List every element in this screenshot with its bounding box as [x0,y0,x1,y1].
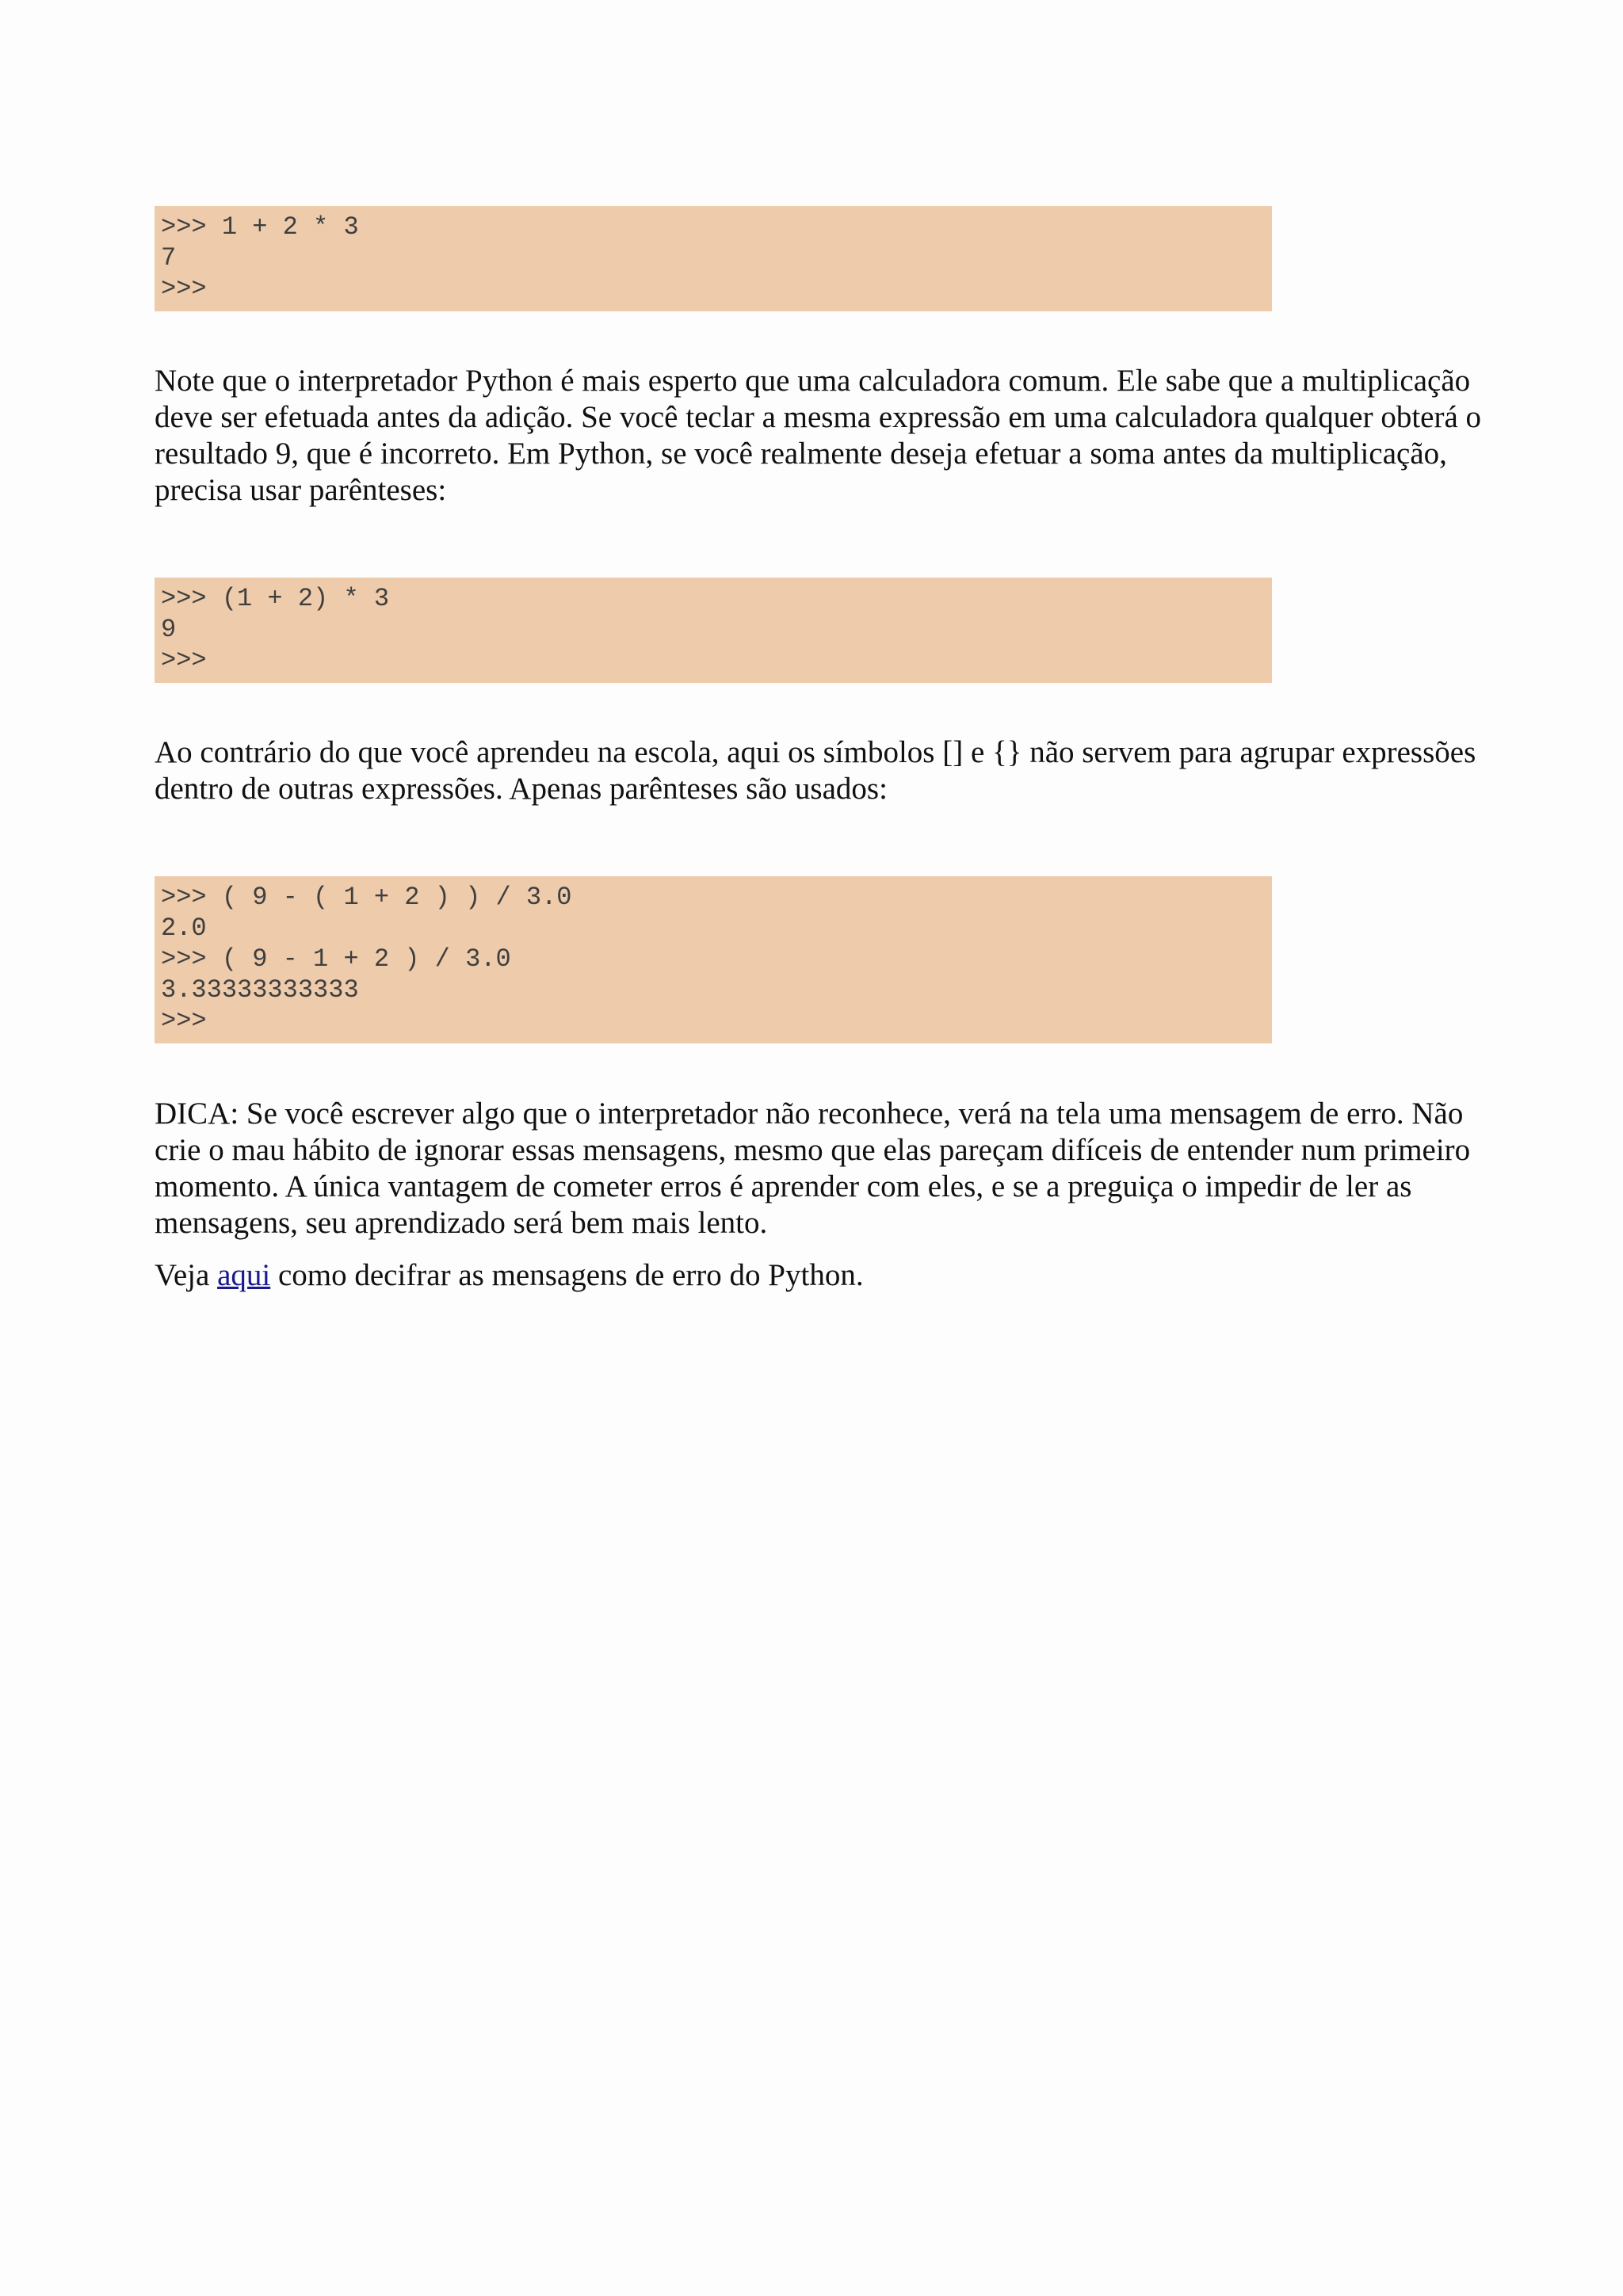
code-block-1 [155,206,1272,311]
paragraph-text-before: Veja [155,1258,218,1292]
code-line: 3.33333333333 [161,975,359,1005]
code-block-2 [155,578,1272,683]
code-line: >>> [161,1006,207,1035]
paragraph-error-messages-link [155,1257,1486,1294]
code-line: 9 [161,615,177,644]
code-line: >>> [161,274,207,303]
code-line: >>> ( 9 - 1 + 2 ) / 3.0 [161,944,511,974]
paragraph-operator-precedence [155,363,1486,509]
code-line: >>> ( 9 - ( 1 + 2 ) ) / 3.0 [161,883,572,912]
code-line: >>> 1 + 2 * 3 [161,212,359,242]
paragraph-text: Ao contrário do que você aprendeu na escola, aqui os símbolos [] e {} não servem para agrupar expressões dentro de outras expressões. Apenas parênteses são usados: [155,735,1476,806]
code-line: 7 [161,243,177,273]
paragraph-text: Note que o interpretador Python é mais esperto que uma calculadora comum. Ele sabe que a multiplicação deve ser efetuada antes da adição. Se você teclar a mesma expressão em uma calculadora qualquer obterá o resultado 9, que é incorreto. Em Python, se você realmente deseja efetuar a soma antes da multiplicação, precisa usar parênteses: [155,364,1482,507]
code-line: >>> [161,646,207,675]
code-block-3 [155,876,1272,1043]
paragraph-tip [155,1096,1486,1241]
aqui-link[interactable]: aqui [217,1258,271,1292]
paragraph-text-after: como decifrar as mensagens de erro do Python. [270,1258,864,1292]
paragraph-grouping-symbols [155,734,1486,807]
paragraph-text: DICA: Se você escrever algo que o interpretador não reconhece, verá na tela uma mensagem de erro. Não crie o mau hábito de ignorar essas mensagens, mesmo que elas pareçam difíceis de entender num primeiro momento. A única vantagem de cometer erros é aprender com eles, e se a preguiça o impedir de ler as mensagens, seu aprendizado será bem mais lento. [155,1097,1471,1240]
code-line: >>> (1 + 2) * 3 [161,584,390,613]
code-line: 2.0 [161,913,207,943]
